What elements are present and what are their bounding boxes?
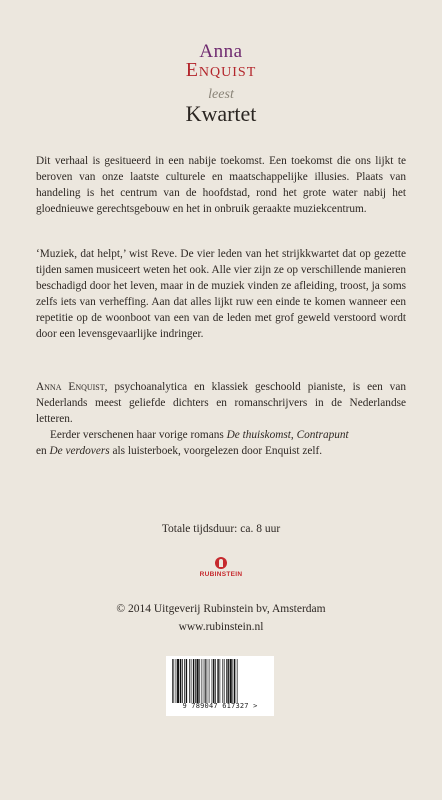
total-duration: Totale tijdsduur: ca. 8 uur bbox=[161, 523, 281, 535]
website-link[interactable]: www.rubinstein.nl bbox=[178, 621, 264, 633]
publisher-logo-text: RUBINSTEIN bbox=[199, 571, 243, 578]
paragraph-text: Dit verhaal is gesitueerd in een nabije toekomst. Een toekomst die ons lijkt te beroven van onze laatste culturele en maatschappelijke illusies. Plaats van handeling is het centrum van de hoofdstad, rond het grote water nabij het gloednieuwe gerechtsgebouw en het in onbruik geraakte muziekcentrum. bbox=[36, 155, 406, 215]
description-paragraph-2 bbox=[36, 246, 406, 342]
separator: , bbox=[290, 429, 297, 441]
paragraph-text: als luisterboek, voorgelezen door Enquist zelf. bbox=[109, 445, 323, 457]
book-title-3: De verdovers bbox=[49, 445, 110, 457]
author-bio-paragraph bbox=[36, 379, 406, 427]
book-title-1: De thuiskomst bbox=[226, 429, 291, 441]
barcode-digits: 9 789047 617327 > bbox=[182, 702, 258, 710]
author-bio-text: , psychoanalytica en klassiek geschoold pianiste, is een van Nederlands meest geliefde dichters en romanschrijvers in de Nederlandse letteren. bbox=[36, 381, 406, 425]
paragraph-text: ‘Muziek, dat helpt,’ wist Reve. De vier leden van het strijkkwartet dat op gezette tijden samen musiceert weten het ook. Alle vier zijn ze op verschillende manieren beschadigd door het leven, maar in de muziek vinden ze afleiding, troost, ja soms zelfs iets van verheffing. Aan dat alles lijkt ruw een einde te komen wanneer een repetitie op de woonboot van een van de leden met grof geweld verstoord wordt door een levensgevaarlijke indringer. bbox=[36, 248, 406, 340]
book-title: Kwartet bbox=[185, 101, 257, 126]
author-last-name: Enquist bbox=[185, 59, 257, 81]
isbn-barcode bbox=[166, 656, 274, 716]
previous-works-paragraph bbox=[36, 427, 406, 459]
author-bio-name: Anna Enquist bbox=[36, 381, 105, 393]
book-title-2: Contrapunt bbox=[296, 429, 349, 441]
barcode-bars-icon bbox=[171, 659, 269, 703]
publisher-logo bbox=[197, 557, 245, 578]
paragraph-text: en bbox=[36, 445, 50, 457]
reads-label: leest bbox=[208, 87, 234, 102]
copyright-line: © 2014 Uitgeverij Rubinstein bv, Amsterdam bbox=[116, 603, 326, 615]
paragraph-text: Eerder verschenen haar vorige romans bbox=[50, 429, 227, 441]
rubinstein-logo-icon bbox=[215, 557, 227, 569]
author-first-name: Anna bbox=[199, 41, 243, 62]
description-paragraph-1 bbox=[36, 153, 406, 217]
